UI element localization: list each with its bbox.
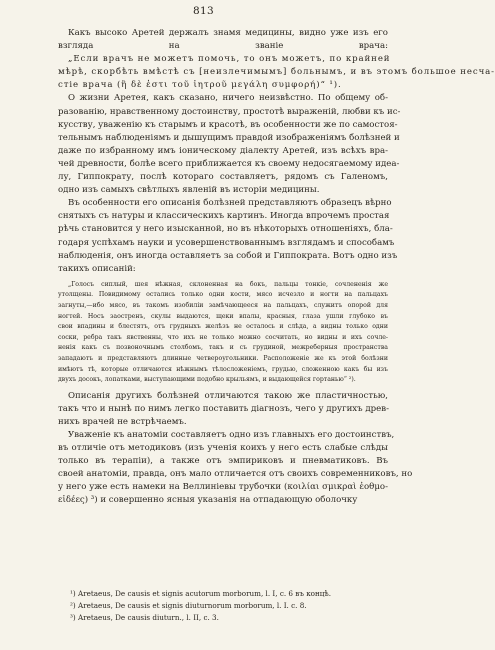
quoted-description (58, 280, 388, 386)
footnote: ³) Aretaeus, De causis diuturn., l. II, c. 3. (70, 613, 219, 622)
text-line: одно изъ самыхъ свѣтлыхъ явленій въ исторіи медицины. (58, 185, 320, 196)
text-line: западаютъ и представляютъ длинные четвероугольники. Расположеніе же къ этой болѣзни (58, 354, 388, 362)
text-line: ногтей. Носъ заостренъ, скулы выдаются, щеки впалы, красныя, глаза ушли глубоко въ (58, 312, 388, 320)
footnote: ²) Aretaeus, De causis et signis diuturnorum morborum, l. I. c. 8. (70, 601, 307, 610)
text-line: годаря успѣхамъ науки и усовершенствованнымъ взглядамъ и способамъ (58, 237, 395, 248)
text-line: чей древности, болѣе всего приближается къ своему недосягаемому идеа- (58, 158, 400, 169)
text-line: снятыхъ съ натуры и классическихъ картинъ. Иногда впрочемъ простая (58, 211, 390, 222)
text-line: Уваженіе къ анатоміи составляетъ одно изъ главныхъ его достоинствъ, (68, 430, 395, 440)
text-line: „Если врачъ не можетъ помочь, то онъ можетъ, по крайней (68, 54, 391, 65)
text-line: рѣчь становится у него изысканной, но въ нѣкоторыхъ отношеніяхъ, бла- (58, 224, 393, 235)
text-line: соски, ребра такъ явственны, что ихъ не только можно сосчитать, но видны и ихъ сочле- (58, 333, 388, 341)
text-line: лу, Гиппократу, послѣ котораго составляетъ, рядомъ съ Галеномъ, (58, 172, 388, 183)
main-text (58, 27, 495, 508)
text-line: такъ что и нынѣ по нимъ легко поставить діагнозъ, чего у другихъ древ- (58, 403, 389, 414)
body-section-2 (58, 390, 413, 508)
text-line: наблюденія, онъ иногда оставляетъ за собой и Гиппократа. Вотъ одно изъ (58, 250, 398, 261)
text-line: своей анатоміи, правда, онъ мало отличается отъ своихъ современниковъ, но (58, 469, 413, 480)
body-section-1 (58, 27, 495, 276)
text-line: въ отличіе отъ методиковъ (изъ ученія коихъ у него есть слабые слѣды (58, 443, 388, 454)
text-line: Описанія другихъ болѣзней отличаются такою же пластичностью, (68, 390, 388, 401)
text-line: имѣютъ тѣ, которые отличаются нѣжнымъ тѣлосложеніемъ, грудью, сложенною какъ бы изъ (58, 365, 388, 373)
text-line: взгляда на званіе врача: (58, 41, 388, 52)
text-line: нихъ врачей не встрѣчаемъ. (58, 416, 187, 427)
text-line: разованію, нравственному достоинству, простотѣ выраженій, любви къ ис- (58, 106, 401, 117)
footnotes (70, 588, 388, 624)
text-line: стіе врача (ἢ δὲ ἐστι τοῦ ἰητροῦ μεγάλη συμφορή)“ ¹). (58, 80, 342, 91)
text-line: утолщены. Повидимому остались только одни кости, мясо исчезло и ногти на пальцахъ (58, 291, 388, 299)
text-line: даже по избранному имъ іоническому діалекту Аретей, изъ всѣхъ вра- (58, 145, 388, 156)
text-line: кусству, уваженію къ старымъ и красотѣ, въ особенности же по самостоя- (58, 119, 398, 130)
text-line: двухъ досокъ, лопатками, выступающими подобно крыльямъ, и выдающейся гортанью“ ²). (58, 376, 356, 384)
text-line: Какъ высоко Аретей держалъ знамя медицины, видно уже изъ его (68, 28, 388, 38)
text-line: тельнымъ наблюденіямъ и дышущимъ правдой изображеніямъ болѣзней и (58, 132, 400, 143)
text-line: только въ терапіи), а также отъ эмпириковъ и пневматиковъ. Въ (58, 456, 388, 467)
text-line: εἰδέες) ³) и совершенно ясныя указанія на отпадающую оболочку (58, 495, 358, 506)
text-line: „Голосъ сиплый, шея нѣжная, склоненная на бокъ, пальцы тонкіе, сочлененія же (68, 280, 388, 288)
footnote: ¹) Aretaeus, De causis et signis acutorum morborum, l. I, c. 6 въ концѣ. (70, 589, 332, 598)
text-line: у него уже есть намеки на Веллиніевы трубочки (κοιλίαι σμικραὶ ἐοθμο- (58, 482, 388, 493)
text-line: Въ особенности его описанія болѣзней представляютъ образецъ вѣрно (68, 198, 392, 209)
text-line: загнуты,—ибо мясо, въ такомъ изобиліи замѣчающееся на пальцахъ, служитъ опорой для (58, 301, 388, 309)
text-line: О жизни Аретея, какъ сказано, ничего неизвѣстно. По общему об- (68, 93, 388, 104)
text-line: мѣрѣ, скорбѣть вмѣстѣ съ [неизлечимымъ] больнымъ, и въ этомъ большое несча- (58, 67, 495, 78)
text-line: такихъ описаній: (58, 263, 136, 274)
page-number: 813 (193, 5, 214, 17)
text-line: ненія какъ съ позвоночнымъ столбомъ, такъ и съ грудиной, межреберныя пространства (58, 344, 388, 352)
text-line: свои впадины и блестятъ, отъ грудныхъ желѣзъ не осталось и слѣда, а видны только одни (58, 323, 388, 331)
